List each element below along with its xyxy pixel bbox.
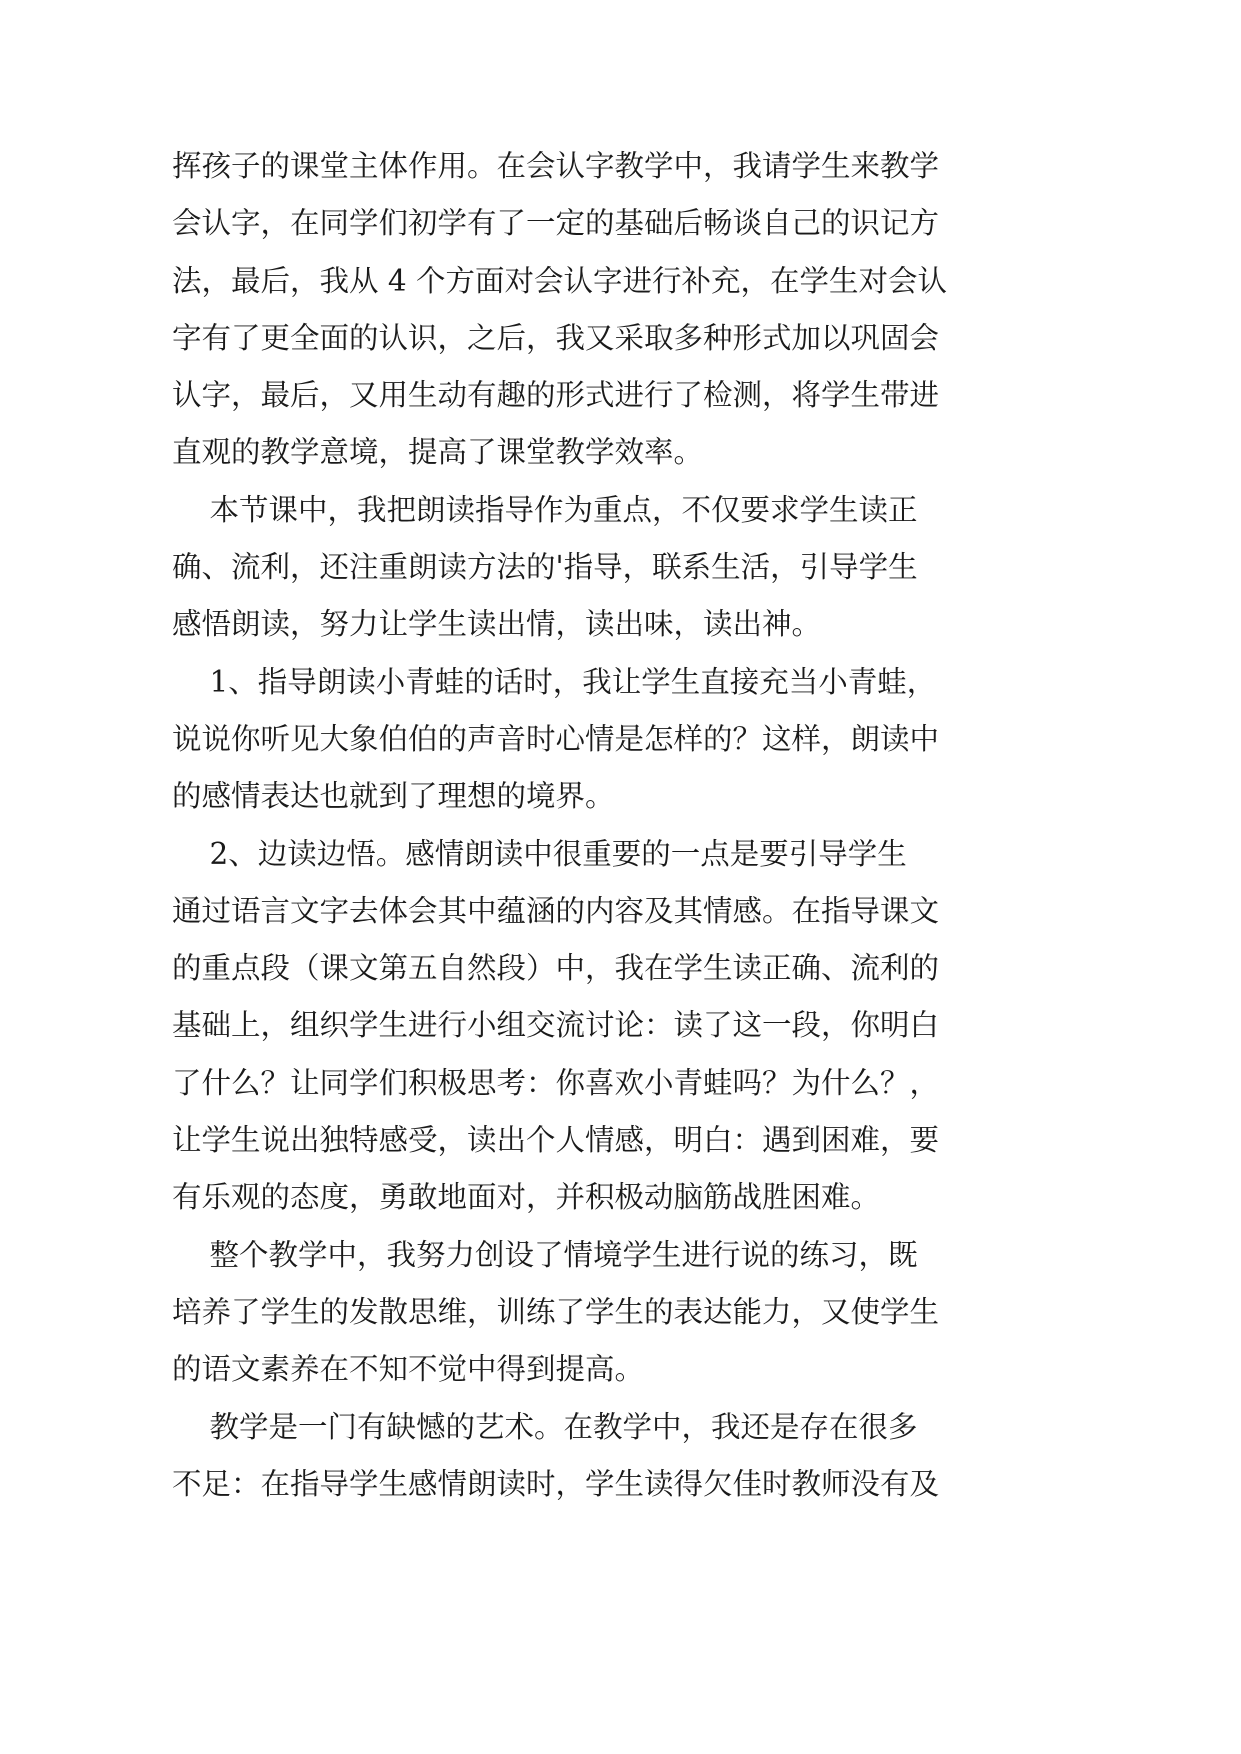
paragraph-5: 整个教学中，我努力创设了情境学生进行说的练习，既 培养了学生的发散思维，训练了学生的表达能力，又使学生 的语文素养在不知不觉中得到提高。 [172,1237,940,1387]
paragraph-6: 教学是一门有缺憾的艺术。在教学中，我还是存在很多 不足：在指导学生感情朗读时，学生读得欠佳时教师没有及 [172,1409,940,1501]
paragraph-4: 2、边读边悟。感情朗读中很重要的一点是要引导学生 通过语言文字去体会其中蕴涵的内容及其情感。在指导课文 的重点段（课文第五自然段）中，我在学生读正确、流利的 基础上，组织学生进行小组交流讨论：读了这一段，你明白 了什么？让同学们积极思考：你喜欢小青蛙吗？为什么？， 让学生说出独特感受，读出个人情感，明白：遇到困难，要 有乐观的态度，勇敢地面对，并积极动脑筋战胜困难。 [172,836,940,1215]
paragraph-2: 本节课中，我把朗读指导作为重点，不仅要求学生读正 确、流利，还注重朗读方法的'指导，联系生活，引导学生 感悟朗读，努力让学生读出情，读出味，读出神。 [172,492,918,642]
paragraph-1: 挥孩子的课堂主体作用。在会认字教学中，我请学生来教学 会认字，在同学们初学有了一定的基础后畅谈自己的识记方 法，最后，我从 4 个方面对会认字进行补充，在学生对会认 字有了更全面的认识，之后，我又采取多种形式加以巩固会 认字，最后，又用生动有趣的形式进行了检测，将学生带进 直观的教学意境，提高了课堂教学效率。 [172,149,948,470]
paragraph-3: 1、指导朗读小青蛙的话时，我让学生直接充当小青蛙， 说说你听见大象伯伯的声音时心情是怎样的？这样，朗读中 的感情表达也就到了理想的境界。 [172,664,940,814]
body-text [172,138,962,1513]
